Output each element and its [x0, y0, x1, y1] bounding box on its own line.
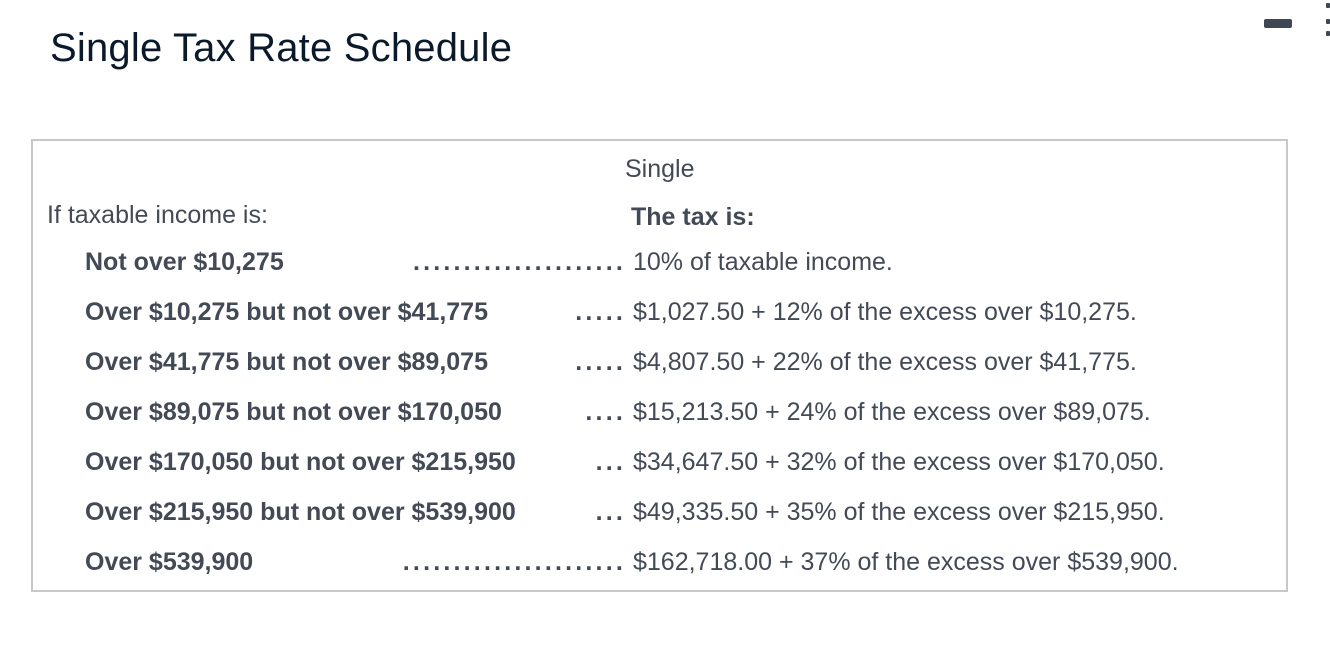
tax-formula: $162,718.00 + 37% of the excess over $539,900.: [633, 548, 1179, 576]
income-bracket: Over $539,900: [85, 548, 254, 576]
minimize-icon[interactable]: [1264, 19, 1292, 28]
income-bracket: Over $10,275 but not over $41,775: [85, 298, 488, 326]
tax-formula: $34,647.50 + 32% of the excess over $170,050.: [633, 448, 1165, 476]
dot-leader: .....: [575, 348, 626, 376]
filing-status-heading: Single: [625, 155, 695, 183]
dot-leader: ...: [595, 448, 626, 476]
tax-formula: 10% of taxable income.: [633, 248, 893, 276]
income-bracket: Over $215,950 but not over $539,900: [85, 498, 516, 526]
dot-leader: .....: [575, 298, 626, 326]
more-options-icon-dot: [1326, 19, 1330, 24]
tax-formula: $15,213.50 + 24% of the excess over $89,075.: [633, 398, 1151, 426]
dot-leader: ......................: [402, 548, 626, 576]
income-bracket: Over $89,075 but not over $170,050: [85, 398, 502, 426]
table-row: [33, 348, 1286, 388]
income-column-heading: If taxable income is:: [47, 201, 268, 229]
income-bracket: Over $170,050 but not over $215,950: [85, 448, 516, 476]
dot-leader: ...: [595, 498, 626, 526]
income-bracket: Not over $10,275: [85, 248, 284, 276]
tax-formula: $49,335.50 + 35% of the excess over $215,950.: [633, 498, 1165, 526]
dot-leader: ....: [585, 398, 626, 426]
tax-formula: $1,027.50 + 12% of the excess over $10,275.: [633, 298, 1137, 326]
more-options-icon-dot: [1326, 31, 1330, 36]
tax-column-heading: The tax is:: [631, 203, 755, 231]
tax-schedule-table: [31, 139, 1288, 592]
more-options-icon[interactable]: [1326, 3, 1330, 8]
table-row: [33, 448, 1286, 488]
dot-leader: .....................: [412, 248, 626, 276]
tax-formula: $4,807.50 + 22% of the excess over $41,775.: [633, 348, 1137, 376]
page-title: Single Tax Rate Schedule: [50, 26, 513, 70]
table-row: [33, 398, 1286, 438]
table-row: [33, 548, 1286, 588]
table-row: [33, 248, 1286, 288]
table-row: [33, 298, 1286, 338]
table-row: [33, 498, 1286, 538]
income-bracket: Over $41,775 but not over $89,075: [85, 348, 488, 376]
